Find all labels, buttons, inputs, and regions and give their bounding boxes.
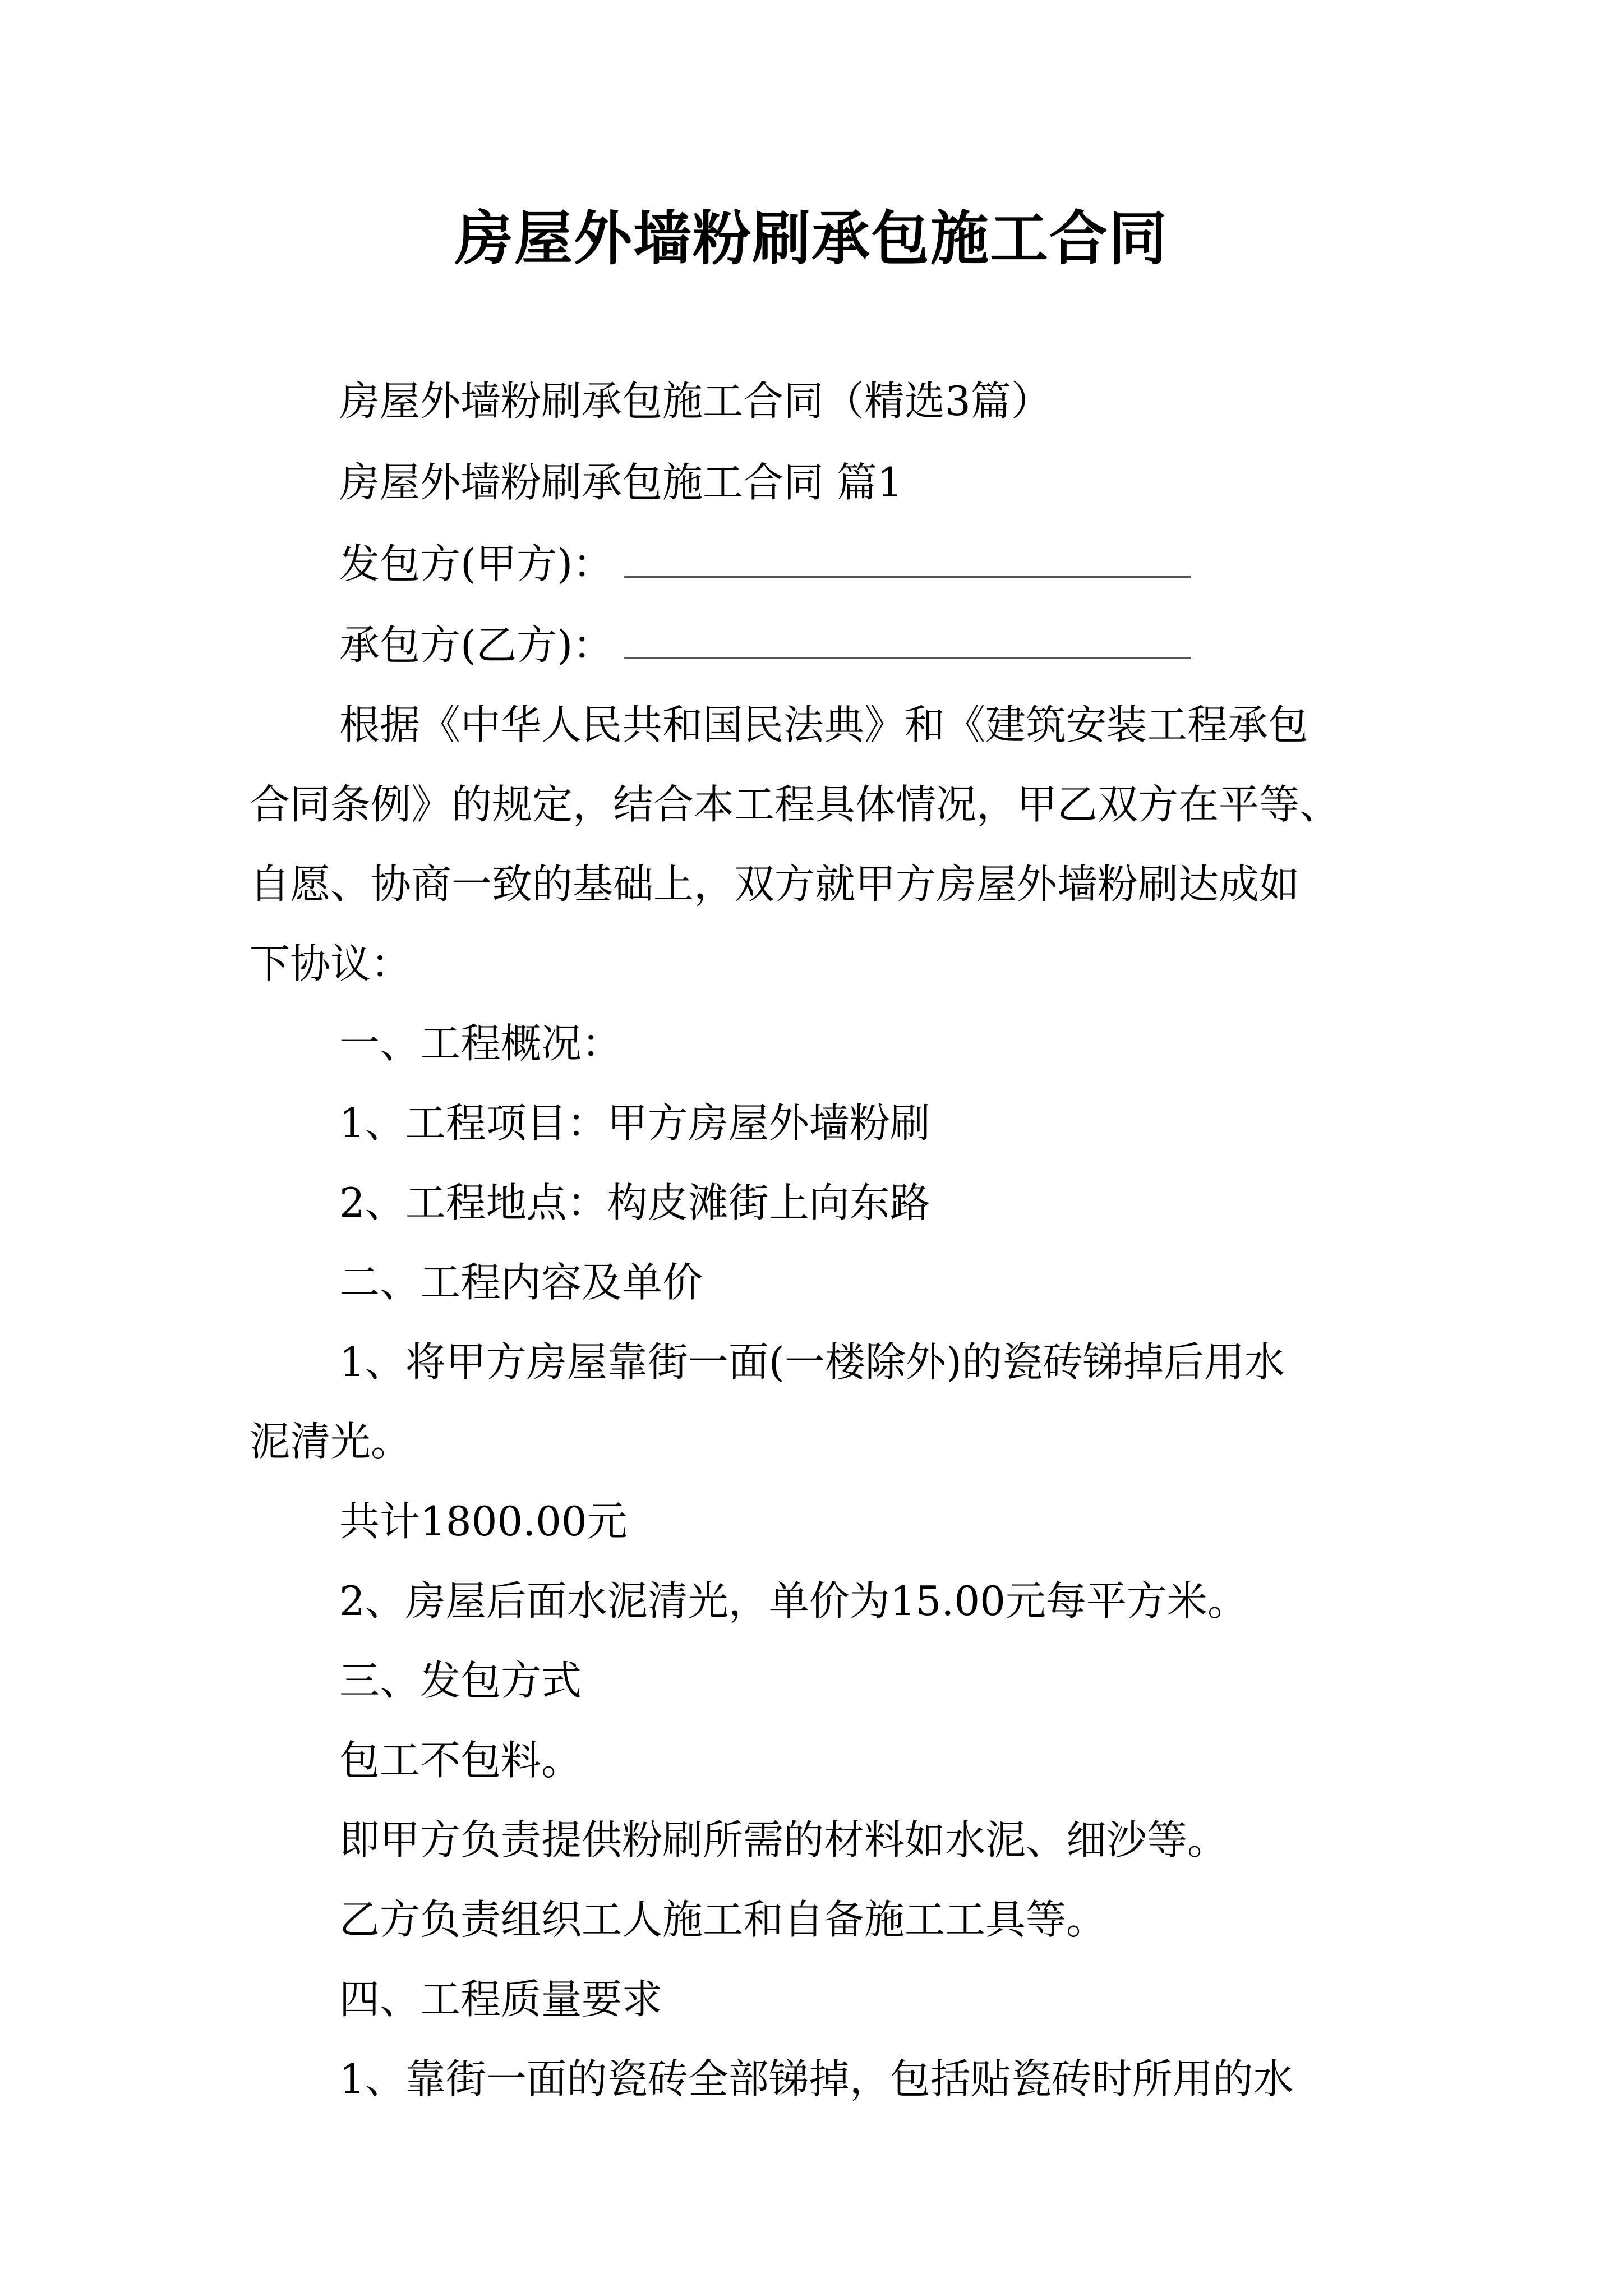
subtitle-part: 房屋外墙粉刷承包施工合同 篇1 [339,459,903,506]
paragraph-line: 2、工程地点：构皮滩街上向东路 [339,1179,930,1226]
paragraph-line: 即甲方负责提供粉刷所需的材料如水泥、细沙等。 [339,1816,1228,1864]
party-a-label: 发包方(甲方)： [339,540,614,587]
paragraph-line: 根据《中华人民共和国民法典》和《建筑安装工程承包 [339,701,1309,748]
paragraph-line: 1、工程项目：甲方房屋外墙粉刷 [339,1099,930,1147]
party-b-blank [624,618,1191,659]
section-heading: 三、发包方式 [339,1657,582,1704]
document-title: 房屋外墙粉刷承包施工合同 [454,204,1168,273]
section-heading: 二、工程内容及单价 [339,1259,703,1306]
paragraph-line: 2、房屋后面水泥清光，单价为15.00元每平方米。 [339,1577,1248,1625]
paragraph-line: 自愿、协商一致的基础上，双方就甲方房屋外墙粉刷达成如 [250,861,1300,908]
party-a-blank [624,537,1191,578]
party-b-label: 承包方(乙方)： [339,622,614,669]
party-b-line [339,617,1472,673]
paragraph-line: 下协议： [250,940,412,987]
paragraph-line: 泥清光。 [250,1418,412,1465]
paragraph-line: 共计1800.00元 [339,1498,628,1545]
paragraph-line: 合同条例》的规定，结合本工程具体情况，甲乙双方在平等、 [250,781,1340,828]
paragraph-line: 乙方负责组织工人施工和自备施工工具等。 [339,1896,1107,1943]
section-heading: 四、工程质量要求 [339,1976,663,2023]
paragraph-line: 1、靠街一面的瓷砖全部锑掉，包括贴瓷砖时所用的水 [339,2055,1294,2102]
party-a-line [339,536,1472,592]
subtitle-collection: 房屋外墙粉刷承包施工合同（精选3篇） [339,378,1052,425]
section-heading: 一、工程概况： [339,1020,623,1067]
paragraph-line: 1、将甲方房屋靠街一面(一楼除外)的瓷砖锑掉后用水 [339,1338,1285,1386]
paragraph-line: 包工不包料。 [339,1737,582,1784]
